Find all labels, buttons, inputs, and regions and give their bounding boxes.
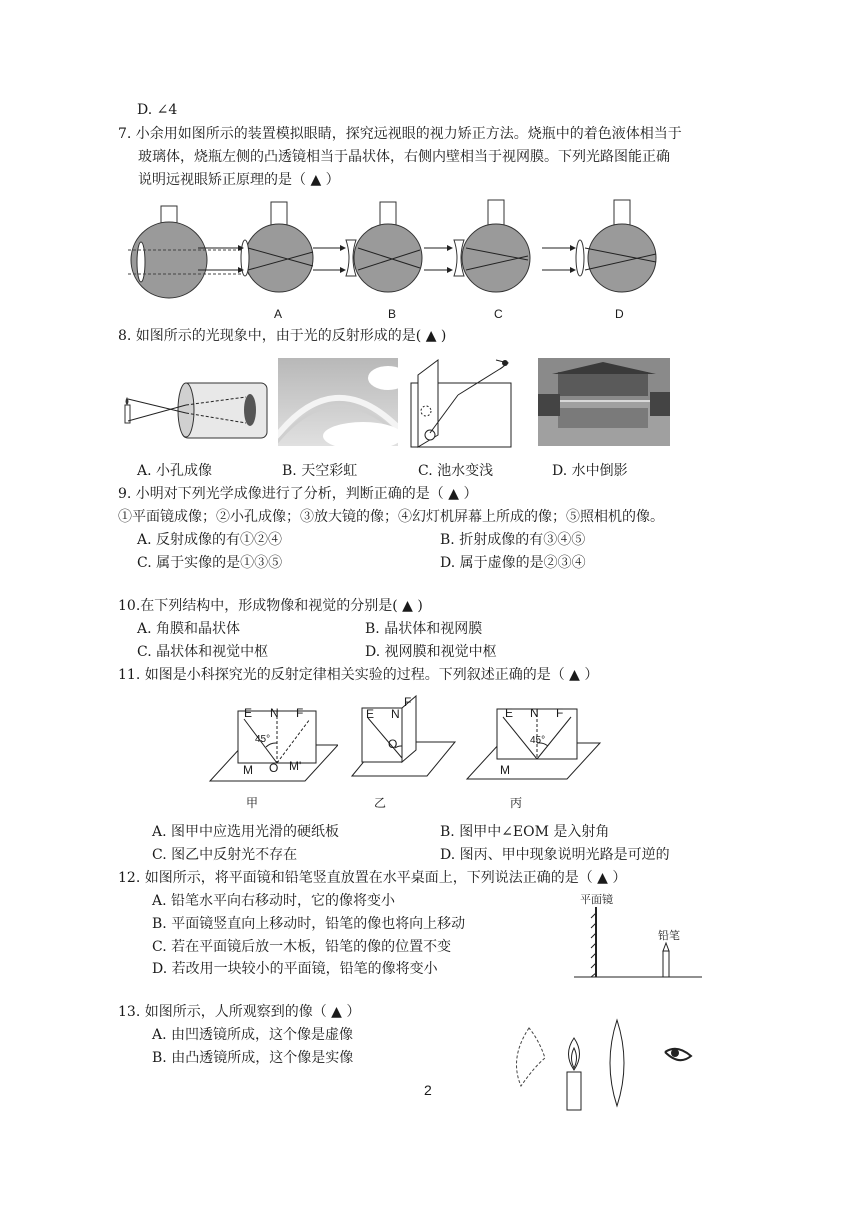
q12-stem: 12. 如图所示，将平面镜和铅笔竖直放置在水平桌面上，下列说法正确的是（ ▲ ） <box>118 870 627 886</box>
q11-bing-letter-n: N <box>530 706 539 720</box>
q12-pencil-label: 铅笔 <box>658 930 680 942</box>
q11-bing-letter-f: F <box>556 706 564 720</box>
q12-option-a: A. 铅笔水平向右移动时，它的像将变小 <box>152 893 396 909</box>
q7-eye-flask-figures <box>128 196 688 302</box>
q12-option-b: B. 平面镜竖直向上移动时，铅笔的像也将向上移动 <box>152 916 466 932</box>
q11-option-a: A. 图甲中应选用光滑的硬纸板 <box>152 824 340 840</box>
q12-option-c: C. 若在平面镜后放一木板，铅笔的像的位置不变 <box>152 939 452 955</box>
q8-reflection-photo <box>538 358 670 446</box>
q7-stem-line3: 说明远视眼矫正原理的是（ ▲ ） <box>138 172 340 188</box>
q8-option-d: D. 水中倒影 <box>552 463 628 479</box>
q11-jia-letter-f: F <box>296 706 304 720</box>
q12-option-d: D. 若改用一块较小的平面镜，铅笔的像将变小 <box>152 961 438 977</box>
q11-jia-letter-o: O <box>269 761 279 775</box>
q11-yi-letter-n: N <box>391 707 400 721</box>
q7-flask-b <box>313 202 422 292</box>
q13-option-a: A. 由凹透镜所成，这个像是虚像 <box>152 1027 354 1043</box>
q9-option-a: A. 反射成像的有①②④ <box>137 532 283 548</box>
q6-option-d: D. ∠4 <box>137 102 178 118</box>
q11-jia-letter-mp: M' <box>289 759 302 773</box>
q11-jia-angle: 45° <box>255 734 271 745</box>
q10-stem: 10.在下列结构中，形成物像和视觉的分别是( ▲ ) <box>118 598 423 614</box>
q7-label-a: A <box>274 307 283 321</box>
q12-mirror-label: 平面镜 <box>580 894 613 906</box>
q10-option-b: B. 晶状体和视网膜 <box>365 621 483 637</box>
q11-bing-letter-e: E <box>505 706 514 720</box>
q7-flask-a <box>198 202 313 292</box>
page-number: 2 <box>424 1082 432 1098</box>
q11-option-c: C. 图乙中反射光不存在 <box>152 847 298 863</box>
q11-option-d: D. 图丙、甲中现象说明光路是可逆的 <box>440 847 670 863</box>
q11-yi-letter-e: E <box>366 707 375 721</box>
q11-bing-angle: 45° <box>530 735 546 746</box>
q7-flask-d <box>542 200 656 292</box>
q8-rainbow-photo <box>278 358 398 446</box>
q11-jia-letter-e: E <box>244 706 253 720</box>
q8-option-a: A. 小孔成像 <box>137 463 213 479</box>
q9-option-d: D. 属于虚像的是②③④ <box>440 555 586 571</box>
q11-bing-letter-m: M <box>500 763 510 777</box>
q9-option-c: C. 属于实像的是①③⑤ <box>137 555 283 571</box>
q7-label-b: B <box>388 307 397 321</box>
q9-list: ①平面镜成像；②小孔成像；③放大镜的像；④幻灯机屏幕上所成的像；⑤照相机的像。 <box>118 509 664 525</box>
q10-option-d: D. 视网膜和视觉中枢 <box>365 644 497 660</box>
q9-stem: 9. 小明对下列光学成像进行了分析，判断正确的是（ ▲ ） <box>118 486 478 502</box>
q11-jia-letter-m: M <box>243 763 253 777</box>
q13-lens-candle-figure <box>505 1018 705 1113</box>
q13-option-b: B. 由凸透镜所成，这个像是实像 <box>152 1050 354 1066</box>
q8-pinhole-camera-image <box>120 375 270 445</box>
q8-option-b: B. 天空彩虹 <box>282 463 358 479</box>
q11-label-jia: 甲 <box>246 796 259 810</box>
q13-stem: 13. 如图所示，人所观察到的像（ ▲ ） <box>118 1004 361 1020</box>
q7-stem-line2: 玻璃体，烧瓶左侧的凸透镜相当于晶状体，右侧内壁相当于视网膜。下列光路图能正确 <box>138 149 670 165</box>
q11-yi-letter-f: F <box>404 695 412 709</box>
q11-stem: 11. 如图是小科探究光的反射定律相关实验的过程。下列叙述正确的是（ ▲ ） <box>118 667 599 683</box>
q8-option-c: C. 池水变浅 <box>418 463 494 479</box>
q7-flask-c <box>424 200 530 292</box>
q11-option-b: B. 图甲中∠EOM 是入射角 <box>440 824 610 840</box>
q11-yi-letter-o: O <box>388 737 398 751</box>
q8-pool-refraction-image <box>408 355 523 450</box>
q12-mirror-pencil-figure <box>574 905 704 980</box>
q10-option-a: A. 角膜和晶状体 <box>137 621 241 637</box>
q11-label-bing: 丙 <box>510 796 523 810</box>
q11-label-yi: 乙 <box>374 796 387 810</box>
q9-option-b: B. 折射成像的有③④⑤ <box>440 532 586 548</box>
q11-jia-letter-n: N <box>270 706 279 720</box>
q7-label-d: D <box>615 307 624 321</box>
q7-label-c: C <box>494 307 503 321</box>
q7-stem-line1: 7. 小余用如图所示的装置模拟眼睛，探究远视眼的视力矫正方法。烧瓶中的着色液体相当于 <box>118 126 682 142</box>
q10-option-c: C. 晶状体和视觉中枢 <box>137 644 269 660</box>
q8-stem: 8. 如图所示的光现象中，由于光的反射形成的是( ▲ ) <box>118 328 447 344</box>
